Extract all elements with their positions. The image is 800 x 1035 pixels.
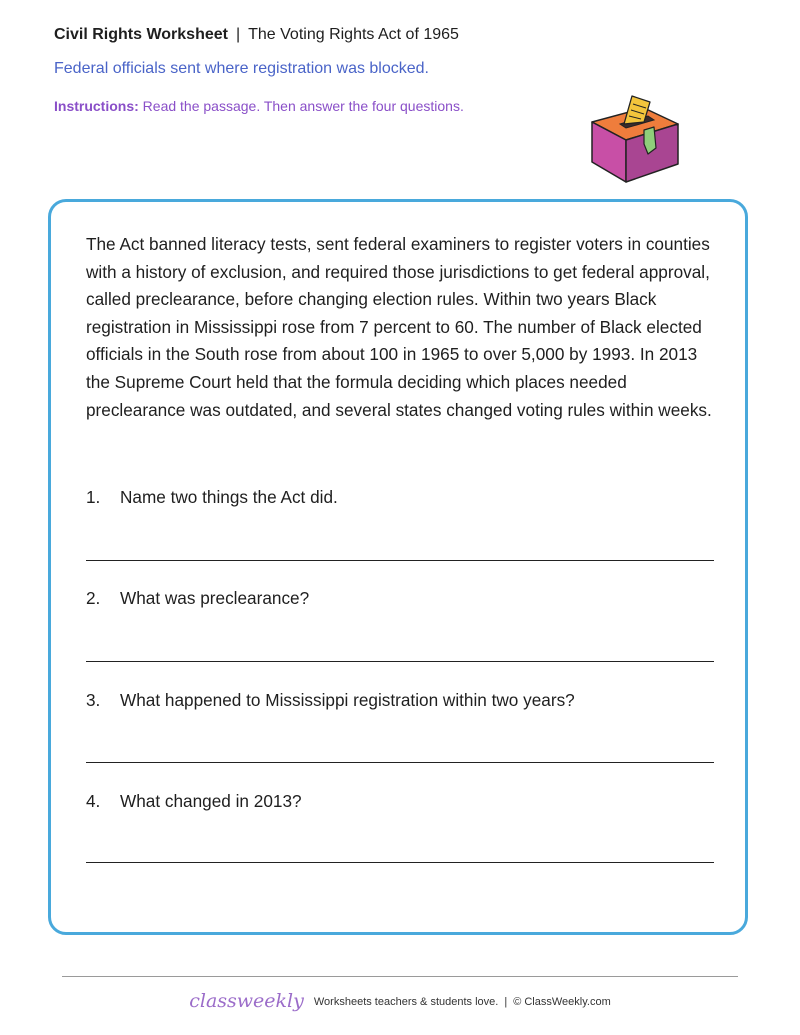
answer-line-1[interactable]	[86, 560, 714, 561]
answer-line-3[interactable]	[86, 762, 714, 763]
instructions-text: Read the passage. Then answer the four questions.	[142, 98, 464, 114]
footer-divider	[62, 976, 738, 977]
footer	[0, 990, 800, 1012]
footer-copyright: © ClassWeekly.com	[513, 996, 611, 1008]
brand-logo: classweekly	[189, 990, 304, 1012]
footer-tagline: Worksheets teachers & students love.	[313, 996, 499, 1008]
question-4	[86, 791, 302, 812]
question-text: What changed in 2013?	[120, 791, 302, 811]
footer-separator: |	[504, 996, 508, 1008]
question-3	[86, 690, 575, 711]
question-number: 1.	[86, 487, 101, 507]
title-separator: |	[235, 26, 241, 43]
answer-line-2[interactable]	[86, 661, 714, 662]
ballot-box-icon	[586, 92, 682, 186]
answer-line-4[interactable]	[86, 862, 714, 863]
title-subject: Civil Rights Worksheet	[54, 26, 228, 43]
title-topic: The Voting Rights Act of 1965	[248, 26, 459, 43]
question-text: What was preclearance?	[120, 588, 310, 608]
question-text: Name two things the Act did.	[120, 487, 338, 507]
question-text: What happened to Mississippi registration within two years?	[120, 690, 575, 710]
question-number: 4.	[86, 791, 101, 811]
question-2	[86, 588, 309, 609]
question-number: 3.	[86, 690, 101, 710]
worksheet-title	[54, 26, 459, 44]
instructions-label: Instructions:	[54, 98, 139, 114]
worksheet-subtitle: Federal officials sent where registration was blocked.	[54, 60, 429, 77]
reading-passage: The Act banned literacy tests, sent federal examiners to register voters in counties with a history of exclusion, and required those jurisdictions to get federal approval, called preclearance, before changing election rules. Within two years Black registration in Mississippi rose from 7 percent to 60. The number of Black elected officials in the South rose from about 100 in 1965 to over 5,000 by 1993. In 2013 the Supreme Court held that the formula deciding which places needed preclearance was outdated, and several states changed voting rules within weeks.	[86, 234, 712, 420]
question-number: 2.	[86, 588, 101, 608]
instructions	[54, 98, 464, 114]
question-1	[86, 487, 338, 508]
